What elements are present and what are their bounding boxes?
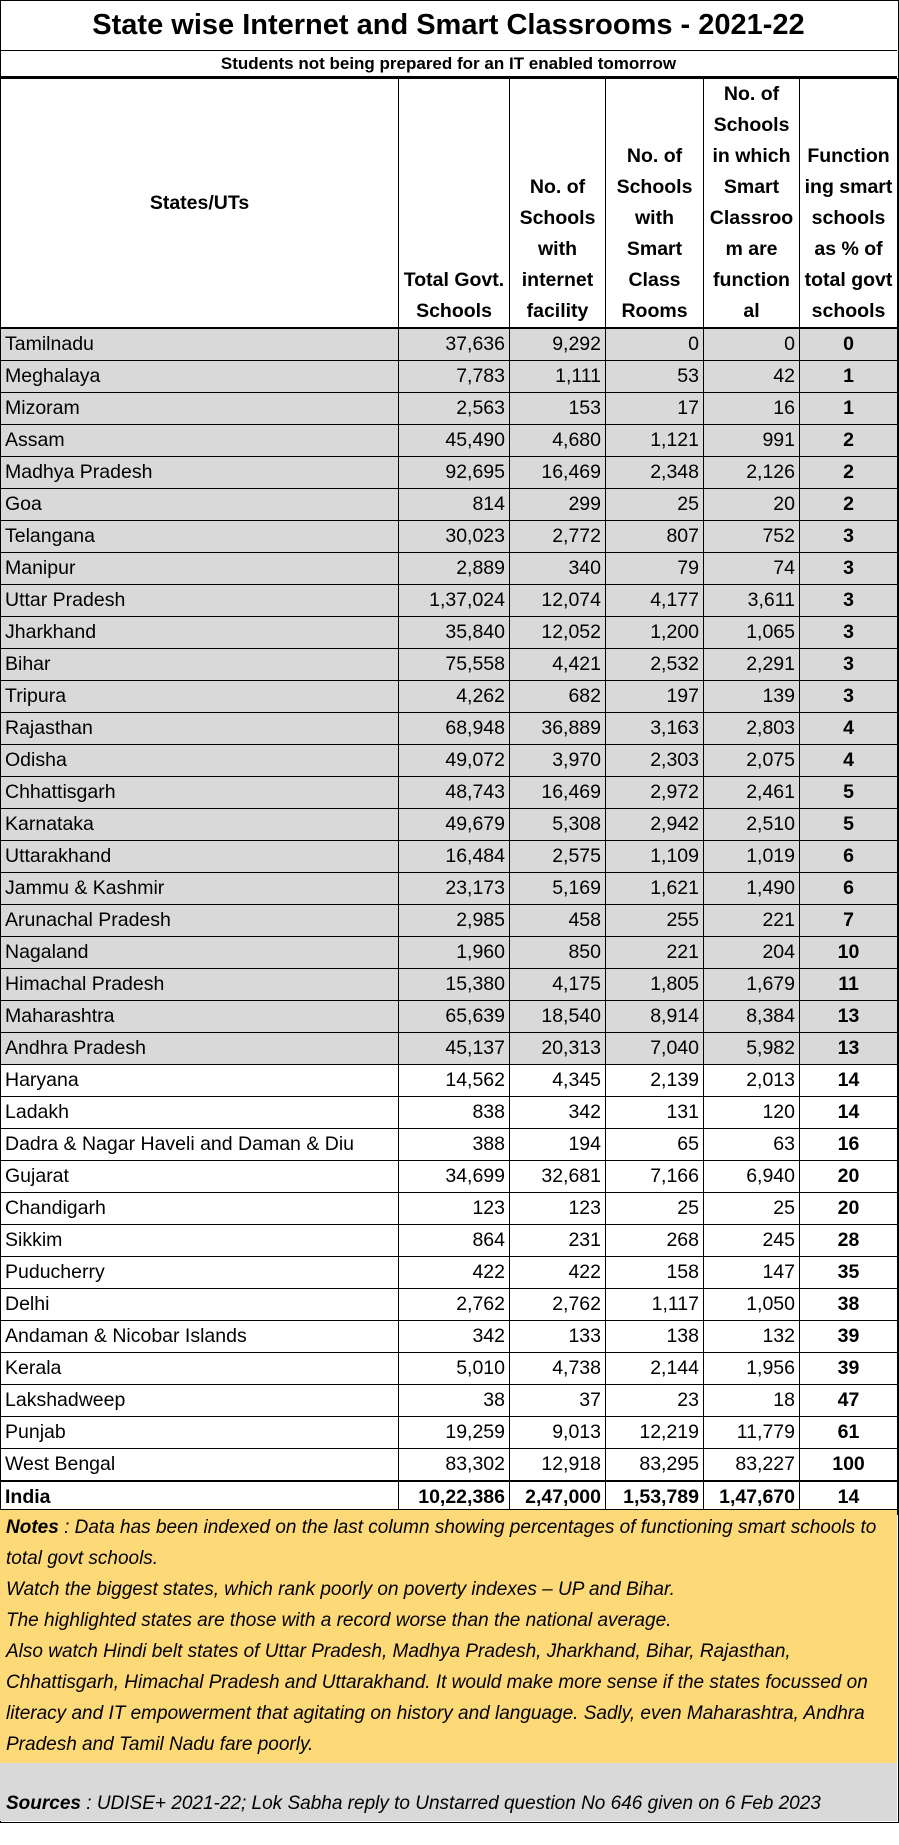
total-govt-schools-cell: 45,137 xyxy=(399,1033,510,1065)
total-govt-schools-cell: 4,262 xyxy=(399,681,510,713)
internet-schools-cell: 850 xyxy=(510,937,606,969)
total-govt-schools-cell: 45,490 xyxy=(399,425,510,457)
total-govt-schools-cell: 1,37,024 xyxy=(399,585,510,617)
functional-smart-cell: 1,050 xyxy=(704,1289,800,1321)
total-govt-schools-cell: 35,840 xyxy=(399,617,510,649)
table-row xyxy=(1,1449,898,1482)
percent-cell: 1 xyxy=(800,361,898,393)
state-cell: Puducherry xyxy=(1,1257,399,1289)
total-govt-schools-cell: 30,023 xyxy=(399,521,510,553)
state-cell: Mizoram xyxy=(1,393,399,425)
percent-cell: 0 xyxy=(800,328,898,361)
state-cell: Delhi xyxy=(1,1289,399,1321)
percent-cell: 2 xyxy=(800,425,898,457)
state-cell: Haryana xyxy=(1,1065,399,1097)
functional-smart-cell: 2,126 xyxy=(704,457,800,489)
percent-cell: 20 xyxy=(800,1193,898,1225)
total-govt-schools-cell: 5,010 xyxy=(399,1353,510,1385)
percent-cell: 13 xyxy=(800,1001,898,1033)
table-row xyxy=(1,873,898,905)
internet-schools-cell: 20,313 xyxy=(510,1033,606,1065)
smart-classrooms-cell: 2,942 xyxy=(606,809,704,841)
internet-schools-cell: 32,681 xyxy=(510,1161,606,1193)
total-govt-schools-cell: 2,762 xyxy=(399,1289,510,1321)
state-cell: Jammu & Kashmir xyxy=(1,873,399,905)
percent-cell: 35 xyxy=(800,1257,898,1289)
internet-schools-cell: 299 xyxy=(510,489,606,521)
percent-cell: 13 xyxy=(800,1033,898,1065)
functional-smart-cell: 2,075 xyxy=(704,745,800,777)
functional-smart-cell: 2,510 xyxy=(704,809,800,841)
table-row xyxy=(1,617,898,649)
table-row xyxy=(1,1193,898,1225)
total-govt-schools-cell: 34,699 xyxy=(399,1161,510,1193)
state-cell: Meghalaya xyxy=(1,361,399,393)
internet-schools-cell: 12,052 xyxy=(510,617,606,649)
percent-cell: 100 xyxy=(800,1449,898,1482)
notes-line: Watch the biggest states, which rank poorly on poverty indexes – UP and Bihar. xyxy=(6,1579,675,1600)
smart-classrooms-cell: 79 xyxy=(606,553,704,585)
table-row xyxy=(1,328,898,361)
smart-classrooms-cell: 2,972 xyxy=(606,777,704,809)
table-body xyxy=(1,328,898,1481)
state-cell: Ladakh xyxy=(1,1097,399,1129)
total-govt-schools-cell: 48,743 xyxy=(399,777,510,809)
smart-classrooms-cell: 2,144 xyxy=(606,1353,704,1385)
functional-smart-cell: 2,013 xyxy=(704,1065,800,1097)
percent-cell: 5 xyxy=(800,777,898,809)
state-cell: Goa xyxy=(1,489,399,521)
column-header-internet: No. of Schools with internet facility xyxy=(510,79,606,329)
total-govt-schools-cell: 68,948 xyxy=(399,713,510,745)
internet-schools-cell: 231 xyxy=(510,1225,606,1257)
functional-smart-cell: 1,019 xyxy=(704,841,800,873)
total-state-cell: India xyxy=(1,1481,399,1514)
table-row xyxy=(1,1385,898,1417)
total-internet-cell: 2,47,000 xyxy=(510,1481,606,1514)
smart-classrooms-cell: 1,109 xyxy=(606,841,704,873)
state-cell: Sikkim xyxy=(1,1225,399,1257)
state-cell: Andaman & Nicobar Islands xyxy=(1,1321,399,1353)
total-govt-schools-cell: 65,639 xyxy=(399,1001,510,1033)
functional-smart-cell: 3,611 xyxy=(704,585,800,617)
internet-schools-cell: 36,889 xyxy=(510,713,606,745)
table-row xyxy=(1,649,898,681)
internet-schools-cell: 12,074 xyxy=(510,585,606,617)
internet-schools-cell: 5,308 xyxy=(510,809,606,841)
functional-smart-cell: 1,065 xyxy=(704,617,800,649)
functional-smart-cell: 120 xyxy=(704,1097,800,1129)
functional-smart-cell: 245 xyxy=(704,1225,800,1257)
percent-cell: 39 xyxy=(800,1353,898,1385)
percent-cell: 4 xyxy=(800,713,898,745)
state-cell: Gujarat xyxy=(1,1161,399,1193)
table-row xyxy=(1,1033,898,1065)
percent-cell: 4 xyxy=(800,745,898,777)
internet-schools-cell: 153 xyxy=(510,393,606,425)
smart-classrooms-cell: 1,117 xyxy=(606,1289,704,1321)
smart-classrooms-cell: 23 xyxy=(606,1385,704,1417)
table-row xyxy=(1,1001,898,1033)
functional-smart-cell: 1,679 xyxy=(704,969,800,1001)
total-govt-schools-cell: 23,173 xyxy=(399,873,510,905)
table-row xyxy=(1,1161,898,1193)
table-row xyxy=(1,425,898,457)
functional-smart-cell: 204 xyxy=(704,937,800,969)
total-govt-schools-cell: 838 xyxy=(399,1097,510,1129)
functional-smart-cell: 8,384 xyxy=(704,1001,800,1033)
sources-label: Sources xyxy=(6,1793,81,1814)
state-cell: Arunachal Pradesh xyxy=(1,905,399,937)
internet-schools-cell: 37 xyxy=(510,1385,606,1417)
smart-classrooms-cell: 7,040 xyxy=(606,1033,704,1065)
percent-cell: 28 xyxy=(800,1225,898,1257)
internet-schools-cell: 342 xyxy=(510,1097,606,1129)
column-header-smart-classrooms: No. of Schools with Smart Class Rooms xyxy=(606,79,704,329)
state-cell: Dadra & Nagar Haveli and Daman & Diu xyxy=(1,1129,399,1161)
smart-classrooms-cell: 2,532 xyxy=(606,649,704,681)
table-row xyxy=(1,1129,898,1161)
state-cell: Bihar xyxy=(1,649,399,681)
percent-cell: 14 xyxy=(800,1097,898,1129)
smart-classrooms-cell: 2,303 xyxy=(606,745,704,777)
functional-smart-cell: 16 xyxy=(704,393,800,425)
state-cell: Tripura xyxy=(1,681,399,713)
internet-schools-cell: 4,421 xyxy=(510,649,606,681)
functional-smart-cell: 221 xyxy=(704,905,800,937)
smart-classrooms-cell: 25 xyxy=(606,1193,704,1225)
internet-schools-cell: 2,772 xyxy=(510,521,606,553)
table-row xyxy=(1,713,898,745)
table-row xyxy=(1,1065,898,1097)
total-govt-schools-cell: 422 xyxy=(399,1257,510,1289)
table-row xyxy=(1,393,898,425)
state-cell: Andhra Pradesh xyxy=(1,1033,399,1065)
internet-schools-cell: 1,111 xyxy=(510,361,606,393)
table-row xyxy=(1,521,898,553)
internet-schools-cell: 458 xyxy=(510,905,606,937)
smart-classrooms-cell: 8,914 xyxy=(606,1001,704,1033)
internet-schools-cell: 16,469 xyxy=(510,457,606,489)
state-cell: Telangana xyxy=(1,521,399,553)
functional-smart-cell: 83,227 xyxy=(704,1449,800,1482)
state-cell: Jharkhand xyxy=(1,617,399,649)
functional-smart-cell: 147 xyxy=(704,1257,800,1289)
table-row xyxy=(1,681,898,713)
smart-classrooms-cell: 83,295 xyxy=(606,1449,704,1482)
state-cell: West Bengal xyxy=(1,1449,399,1482)
smart-classrooms-cell: 4,177 xyxy=(606,585,704,617)
percent-cell: 20 xyxy=(800,1161,898,1193)
percent-cell: 38 xyxy=(800,1289,898,1321)
functional-smart-cell: 752 xyxy=(704,521,800,553)
internet-schools-cell: 422 xyxy=(510,1257,606,1289)
percent-cell: 61 xyxy=(800,1417,898,1449)
functional-smart-cell: 2,461 xyxy=(704,777,800,809)
table-row xyxy=(1,1257,898,1289)
table-row xyxy=(1,1353,898,1385)
smart-classrooms-cell: 807 xyxy=(606,521,704,553)
column-header-total-schools: Total Govt. Schools xyxy=(399,79,510,329)
percent-cell: 3 xyxy=(800,681,898,713)
smart-classrooms-cell: 1,805 xyxy=(606,969,704,1001)
smart-classrooms-cell: 25 xyxy=(606,489,704,521)
state-cell: Chandigarh xyxy=(1,1193,399,1225)
sources-box xyxy=(0,1763,897,1821)
smart-classrooms-cell: 131 xyxy=(606,1097,704,1129)
functional-smart-cell: 20 xyxy=(704,489,800,521)
functional-smart-cell: 2,291 xyxy=(704,649,800,681)
internet-schools-cell: 16,469 xyxy=(510,777,606,809)
state-cell: Tamilnadu xyxy=(1,328,399,361)
percent-cell: 3 xyxy=(800,521,898,553)
percent-cell: 5 xyxy=(800,809,898,841)
column-header-functional: No. of Schools in which Smart Classroo m are function al xyxy=(704,79,800,329)
percent-cell: 14 xyxy=(800,1065,898,1097)
state-cell: Lakshadweep xyxy=(1,1385,399,1417)
percent-cell: 39 xyxy=(800,1321,898,1353)
state-cell: Rajasthan xyxy=(1,713,399,745)
functional-smart-cell: 74 xyxy=(704,553,800,585)
smart-classrooms-cell: 221 xyxy=(606,937,704,969)
table-row xyxy=(1,457,898,489)
table-row xyxy=(1,809,898,841)
functional-smart-cell: 0 xyxy=(704,328,800,361)
state-cell: Odisha xyxy=(1,745,399,777)
table-row xyxy=(1,937,898,969)
total-govt-schools-cell: 10,22,386 xyxy=(399,1481,510,1514)
smart-classrooms-cell: 1,121 xyxy=(606,425,704,457)
total-govt-schools-cell: 92,695 xyxy=(399,457,510,489)
sources-text: : UDISE+ 2021-22; Lok Sabha reply to Unstarred question No 646 given on 6 Feb 2023 xyxy=(80,1793,821,1814)
smart-classrooms-cell: 2,348 xyxy=(606,457,704,489)
smart-classrooms-cell: 268 xyxy=(606,1225,704,1257)
functional-smart-cell: 63 xyxy=(704,1129,800,1161)
functional-smart-cell: 132 xyxy=(704,1321,800,1353)
table-row xyxy=(1,1097,898,1129)
table-row xyxy=(1,553,898,585)
percent-cell: 2 xyxy=(800,457,898,489)
state-cell: Karnataka xyxy=(1,809,399,841)
total-percent-cell: 14 xyxy=(800,1481,898,1514)
smart-classrooms-cell: 158 xyxy=(606,1257,704,1289)
internet-schools-cell: 4,738 xyxy=(510,1353,606,1385)
total-govt-schools-cell: 37,636 xyxy=(399,328,510,361)
table-row xyxy=(1,1417,898,1449)
table-row xyxy=(1,489,898,521)
smart-classrooms-cell: 3,163 xyxy=(606,713,704,745)
header-row xyxy=(1,79,898,329)
percent-cell: 6 xyxy=(800,873,898,905)
smart-classrooms-cell: 138 xyxy=(606,1321,704,1353)
functional-smart-cell: 1,490 xyxy=(704,873,800,905)
functional-smart-cell: 139 xyxy=(704,681,800,713)
notes-box xyxy=(0,1509,897,1765)
internet-schools-cell: 9,292 xyxy=(510,328,606,361)
table-row xyxy=(1,841,898,873)
smart-classrooms-cell: 1,200 xyxy=(606,617,704,649)
smart-classrooms-cell: 12,219 xyxy=(606,1417,704,1449)
notes-lead: : Data has been indexed on the last column showing percentages of functioning smart schools to total govt schools. xyxy=(6,1517,877,1569)
internet-schools-cell: 3,970 xyxy=(510,745,606,777)
state-cell: Manipur xyxy=(1,553,399,585)
table-row xyxy=(1,905,898,937)
internet-schools-cell: 4,680 xyxy=(510,425,606,457)
total-govt-schools-cell: 49,072 xyxy=(399,745,510,777)
functional-smart-cell: 5,982 xyxy=(704,1033,800,1065)
total-govt-schools-cell: 75,558 xyxy=(399,649,510,681)
internet-schools-cell: 133 xyxy=(510,1321,606,1353)
percent-cell: 10 xyxy=(800,937,898,969)
total-functional-cell: 1,47,670 xyxy=(704,1481,800,1514)
functional-smart-cell: 1,956 xyxy=(704,1353,800,1385)
notes-line: Also watch Hindi belt states of Uttar Pradesh, Madhya Pradesh, Jharkhand, Bihar, Rajasthan, Chhattisgarh, Himachal Pradesh and Uttarakhand. It would make more sense if the states focussed on literacy and IT empowerment that agitating on history and language. Sadly, even Maharashtra, Andhra Pradesh and Tamil Nadu fare poorly. xyxy=(6,1641,868,1755)
smart-classrooms-cell: 1,621 xyxy=(606,873,704,905)
internet-schools-cell: 682 xyxy=(510,681,606,713)
total-govt-schools-cell: 2,563 xyxy=(399,393,510,425)
internet-schools-cell: 123 xyxy=(510,1193,606,1225)
column-header-percent: Function ing smart schools as % of total govt schools xyxy=(800,79,898,329)
percent-cell: 47 xyxy=(800,1385,898,1417)
notes-label: Notes xyxy=(6,1517,59,1538)
smart-classrooms-cell: 7,166 xyxy=(606,1161,704,1193)
total-govt-schools-cell: 2,985 xyxy=(399,905,510,937)
total-govt-schools-cell: 14,562 xyxy=(399,1065,510,1097)
functional-smart-cell: 991 xyxy=(704,425,800,457)
total-govt-schools-cell: 49,679 xyxy=(399,809,510,841)
table-row xyxy=(1,745,898,777)
total-govt-schools-cell: 16,484 xyxy=(399,841,510,873)
total-govt-schools-cell: 1,960 xyxy=(399,937,510,969)
table-row xyxy=(1,585,898,617)
percent-cell: 11 xyxy=(800,969,898,1001)
percent-cell: 3 xyxy=(800,553,898,585)
percent-cell: 6 xyxy=(800,841,898,873)
table-row xyxy=(1,777,898,809)
state-cell: Himachal Pradesh xyxy=(1,969,399,1001)
page-title: State wise Internet and Smart Classrooms - 2021-22 xyxy=(0,0,897,51)
functional-smart-cell: 42 xyxy=(704,361,800,393)
internet-schools-cell: 12,918 xyxy=(510,1449,606,1482)
internet-schools-cell: 18,540 xyxy=(510,1001,606,1033)
notes-line: The highlighted states are those with a record worse than the national average. xyxy=(6,1610,672,1631)
internet-schools-cell: 340 xyxy=(510,553,606,585)
smart-classrooms-cell: 17 xyxy=(606,393,704,425)
page-subtitle: Students not being prepared for an IT enabled tomorrow xyxy=(0,51,897,78)
total-govt-schools-cell: 38 xyxy=(399,1385,510,1417)
state-cell: Kerala xyxy=(1,1353,399,1385)
functional-smart-cell: 6,940 xyxy=(704,1161,800,1193)
table-row xyxy=(1,1321,898,1353)
functional-smart-cell: 2,803 xyxy=(704,713,800,745)
internet-schools-cell: 2,762 xyxy=(510,1289,606,1321)
state-cell: Madhya Pradesh xyxy=(1,457,399,489)
functional-smart-cell: 18 xyxy=(704,1385,800,1417)
total-govt-schools-cell: 7,783 xyxy=(399,361,510,393)
smart-classrooms-cell: 197 xyxy=(606,681,704,713)
percent-cell: 7 xyxy=(800,905,898,937)
state-cell: Punjab xyxy=(1,1417,399,1449)
total-govt-schools-cell: 123 xyxy=(399,1193,510,1225)
total-govt-schools-cell: 19,259 xyxy=(399,1417,510,1449)
functional-smart-cell: 11,779 xyxy=(704,1417,800,1449)
internet-schools-cell: 4,175 xyxy=(510,969,606,1001)
internet-schools-cell: 4,345 xyxy=(510,1065,606,1097)
internet-schools-cell: 9,013 xyxy=(510,1417,606,1449)
percent-cell: 2 xyxy=(800,489,898,521)
internet-schools-cell: 2,575 xyxy=(510,841,606,873)
smart-classrooms-cell: 65 xyxy=(606,1129,704,1161)
percent-cell: 3 xyxy=(800,585,898,617)
total-govt-schools-cell: 15,380 xyxy=(399,969,510,1001)
internet-schools-cell: 194 xyxy=(510,1129,606,1161)
total-smart-cell: 1,53,789 xyxy=(606,1481,704,1514)
state-cell: Maharashtra xyxy=(1,1001,399,1033)
total-govt-schools-cell: 864 xyxy=(399,1225,510,1257)
functional-smart-cell: 25 xyxy=(704,1193,800,1225)
smart-classrooms-cell: 2,139 xyxy=(606,1065,704,1097)
total-govt-schools-cell: 2,889 xyxy=(399,553,510,585)
state-cell: Nagaland xyxy=(1,937,399,969)
state-cell: Assam xyxy=(1,425,399,457)
data-table xyxy=(0,78,898,1515)
smart-classrooms-cell: 0 xyxy=(606,328,704,361)
state-cell: Chhattisgarh xyxy=(1,777,399,809)
percent-cell: 3 xyxy=(800,617,898,649)
column-header-states: States/UTs xyxy=(1,79,399,329)
total-govt-schools-cell: 342 xyxy=(399,1321,510,1353)
state-cell: Uttar Pradesh xyxy=(1,585,399,617)
total-govt-schools-cell: 83,302 xyxy=(399,1449,510,1482)
percent-cell: 16 xyxy=(800,1129,898,1161)
total-govt-schools-cell: 388 xyxy=(399,1129,510,1161)
table-row xyxy=(1,1225,898,1257)
internet-schools-cell: 5,169 xyxy=(510,873,606,905)
smart-classrooms-cell: 53 xyxy=(606,361,704,393)
table-row xyxy=(1,969,898,1001)
smart-classrooms-cell: 255 xyxy=(606,905,704,937)
percent-cell: 1 xyxy=(800,393,898,425)
state-cell: Uttarakhand xyxy=(1,841,399,873)
total-govt-schools-cell: 814 xyxy=(399,489,510,521)
percent-cell: 3 xyxy=(800,649,898,681)
table-row xyxy=(1,1289,898,1321)
table-row xyxy=(1,361,898,393)
